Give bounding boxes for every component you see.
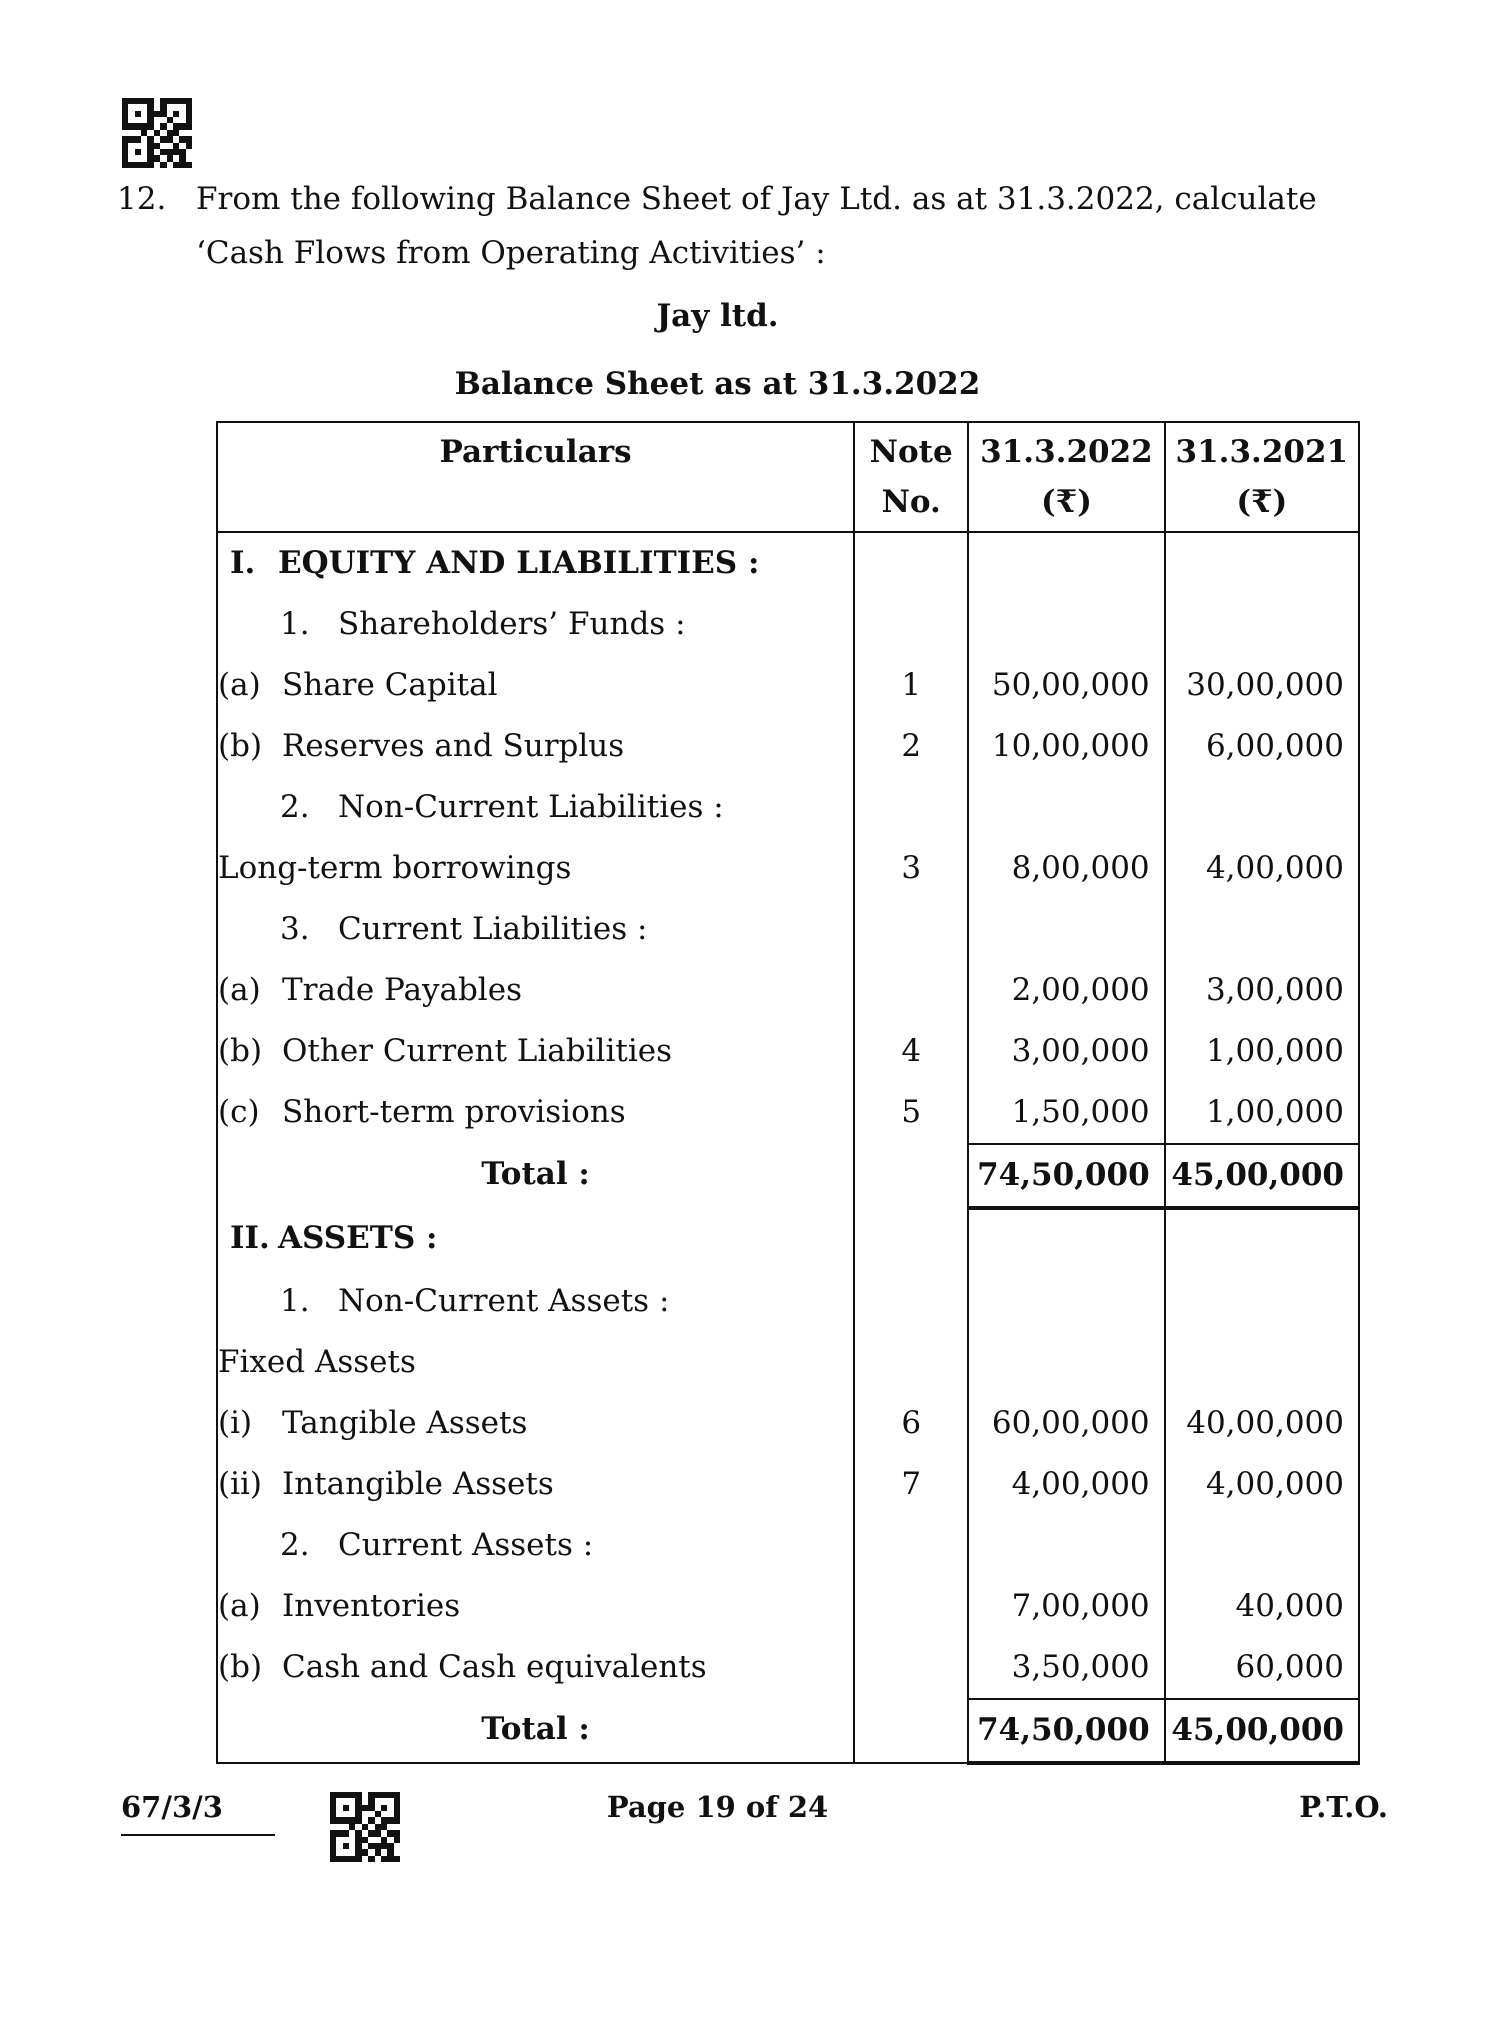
question-number: 12. <box>117 181 167 217</box>
row-amount-2022: 4,00,000 <box>968 1454 1164 1515</box>
row-amount-2021 <box>1165 1271 1359 1332</box>
table-row <box>217 655 1359 716</box>
row-note-no <box>854 899 968 960</box>
row-label: ASSETS : <box>278 1220 438 1256</box>
row-amount-2022: 8,00,000 <box>968 838 1164 899</box>
table-row <box>217 1271 1359 1332</box>
row-particulars <box>217 1271 854 1332</box>
row-index: (b) <box>218 728 263 764</box>
row-index: (i) <box>218 1405 253 1441</box>
row-index: 1. <box>280 606 310 642</box>
row-particulars <box>217 1082 854 1144</box>
row-label: Tangible Assets <box>282 1405 528 1441</box>
row-note-no <box>854 1576 968 1637</box>
row-particulars <box>217 838 854 899</box>
table-row <box>217 1332 1359 1393</box>
row-amount-2022: 10,00,000 <box>968 716 1164 777</box>
row-index: (ii) <box>218 1466 263 1502</box>
table-row <box>217 899 1359 960</box>
row-amount-2021: 1,00,000 <box>1165 1021 1359 1082</box>
header-note-no: Note No. <box>854 422 968 532</box>
row-amount-2021 <box>1165 1332 1359 1393</box>
row-label: Other Current Liabilities <box>282 1033 672 1069</box>
row-particulars <box>217 1637 854 1699</box>
row-amount-2022 <box>968 594 1164 655</box>
row-note-no <box>854 1515 968 1576</box>
row-amount-2022: 1,50,000 <box>968 1082 1164 1144</box>
row-amount-2022 <box>968 1208 1164 1271</box>
row-particulars <box>217 1208 854 1271</box>
row-amount-2022: 60,00,000 <box>968 1393 1164 1454</box>
row-index: 1. <box>280 1283 310 1319</box>
row-particulars <box>217 1393 854 1454</box>
row-note-no <box>854 594 968 655</box>
balance-sheet-table <box>216 421 1360 1765</box>
row-particulars <box>217 1021 854 1082</box>
table-row <box>217 1454 1359 1515</box>
row-label: Intangible Assets <box>282 1466 554 1502</box>
row-label: Reserves and Surplus <box>282 728 625 764</box>
table-row <box>217 1082 1359 1144</box>
row-index: 2. <box>280 1527 310 1563</box>
row-particulars <box>217 777 854 838</box>
row-label: Share Capital <box>282 667 498 703</box>
qr-code-icon <box>122 98 192 168</box>
table-row <box>217 1637 1359 1699</box>
row-amount-2022: 74,50,000 <box>968 1144 1164 1208</box>
row-particulars <box>217 594 854 655</box>
row-index: I. <box>230 545 256 581</box>
row-amount-2021: 4,00,000 <box>1165 1454 1359 1515</box>
row-note-no: 3 <box>854 838 968 899</box>
table-row <box>217 1576 1359 1637</box>
row-amount-2022: 50,00,000 <box>968 655 1164 716</box>
table-row <box>217 777 1359 838</box>
row-amount-2021 <box>1165 899 1359 960</box>
row-amount-2022: 7,00,000 <box>968 1576 1164 1637</box>
page-number: Page 19 of 24 <box>606 1790 829 1824</box>
row-note-no <box>854 1271 968 1332</box>
row-label: Inventories <box>282 1588 461 1624</box>
row-amount-2021 <box>1165 594 1359 655</box>
table-row <box>217 1021 1359 1082</box>
row-label: Long-term borrowings <box>218 850 572 886</box>
row-amount-2021: 1,00,000 <box>1165 1082 1359 1144</box>
table-row <box>217 1144 1359 1208</box>
row-note-no: 5 <box>854 1082 968 1144</box>
row-index: II. <box>230 1220 270 1256</box>
row-particulars <box>217 1515 854 1576</box>
paper-code: 67/3/3 <box>121 1790 223 1824</box>
row-index: (b) <box>218 1033 263 1069</box>
balance-sheet-title: Balance Sheet as at 31.3.2022 <box>454 366 981 402</box>
row-note-no <box>854 1699 968 1763</box>
row-note-no: 1 <box>854 655 968 716</box>
table-row <box>217 960 1359 1021</box>
row-amount-2022 <box>968 1332 1164 1393</box>
table-row <box>217 1208 1359 1271</box>
row-label: Current Liabilities : <box>338 911 648 947</box>
row-label: Fixed Assets <box>218 1344 416 1380</box>
table-row <box>217 594 1359 655</box>
row-amount-2022: 3,00,000 <box>968 1021 1164 1082</box>
table-row <box>217 1393 1359 1454</box>
row-amount-2021: 45,00,000 <box>1165 1144 1359 1208</box>
row-index: 2. <box>280 789 310 825</box>
row-amount-2021: 30,00,000 <box>1165 655 1359 716</box>
row-amount-2021: 3,00,000 <box>1165 960 1359 1021</box>
row-amount-2021: 40,00,000 <box>1165 1393 1359 1454</box>
row-particulars <box>217 1454 854 1515</box>
row-amount-2021: 60,000 <box>1165 1637 1359 1699</box>
paper-code-underline <box>121 1834 275 1836</box>
row-index: (a) <box>218 1588 261 1624</box>
row-amount-2021: 40,000 <box>1165 1576 1359 1637</box>
row-amount-2021 <box>1165 532 1359 594</box>
row-label: Cash and Cash equivalents <box>282 1649 707 1685</box>
row-amount-2021: 4,00,000 <box>1165 838 1359 899</box>
row-amount-2021 <box>1165 1515 1359 1576</box>
row-note-no: 4 <box>854 1021 968 1082</box>
row-particulars <box>217 532 854 594</box>
row-index: (b) <box>218 1649 263 1685</box>
row-particulars <box>217 1332 854 1393</box>
row-label: EQUITY AND LIABILITIES : <box>278 545 760 581</box>
table-row <box>217 838 1359 899</box>
row-label: Total : <box>481 1711 590 1747</box>
row-amount-2022 <box>968 1271 1164 1332</box>
row-amount-2022 <box>968 899 1164 960</box>
table-row <box>217 532 1359 594</box>
question-text-line2: ‘Cash Flows from Operating Activities’ : <box>196 235 826 271</box>
row-amount-2021: 45,00,000 <box>1165 1699 1359 1763</box>
row-amount-2022 <box>968 532 1164 594</box>
row-amount-2021 <box>1165 777 1359 838</box>
row-note-no <box>854 1637 968 1699</box>
row-index: (a) <box>218 972 261 1008</box>
row-particulars <box>217 655 854 716</box>
row-note-no <box>854 960 968 1021</box>
pto-label: P.T.O. <box>1299 1790 1388 1824</box>
table-row <box>217 1699 1359 1763</box>
row-note-no <box>854 777 968 838</box>
row-particulars <box>217 716 854 777</box>
table-row <box>217 1515 1359 1576</box>
row-note-no: 2 <box>854 716 968 777</box>
row-index: (c) <box>218 1094 260 1130</box>
row-note-no <box>854 532 968 594</box>
row-label: Trade Payables <box>282 972 522 1008</box>
row-note-no <box>854 1144 968 1208</box>
row-label: Total : <box>481 1156 590 1192</box>
table-row <box>217 716 1359 777</box>
row-index: 3. <box>280 911 310 947</box>
row-amount-2022: 3,50,000 <box>968 1637 1164 1699</box>
row-particulars <box>217 1576 854 1637</box>
row-note-no <box>854 1332 968 1393</box>
row-amount-2022 <box>968 1515 1164 1576</box>
row-particulars <box>217 899 854 960</box>
row-note-no <box>854 1208 968 1271</box>
row-note-no: 7 <box>854 1454 968 1515</box>
row-amount-2022: 74,50,000 <box>968 1699 1164 1763</box>
question-text-line1: From the following Balance Sheet of Jay Ltd. as at 31.3.2022, calculate <box>196 181 1317 217</box>
row-particulars <box>217 960 854 1021</box>
header-year-2022: 31.3.2022 (₹) <box>968 422 1164 532</box>
row-amount-2021 <box>1165 1208 1359 1271</box>
company-name: Jay ltd. <box>656 298 779 334</box>
row-particulars <box>217 1699 854 1763</box>
row-label: Non-Current Liabilities : <box>338 789 724 825</box>
header-particulars: Particulars <box>217 422 854 532</box>
row-label: Non-Current Assets : <box>338 1283 670 1319</box>
row-label: Shareholders’ Funds : <box>338 606 686 642</box>
row-label: Current Assets : <box>338 1527 594 1563</box>
row-amount-2021: 6,00,000 <box>1165 716 1359 777</box>
row-index: (a) <box>218 667 261 703</box>
row-amount-2022: 2,00,000 <box>968 960 1164 1021</box>
table-header-row <box>217 422 1359 532</box>
row-particulars <box>217 1144 854 1208</box>
row-note-no: 6 <box>854 1393 968 1454</box>
row-amount-2022 <box>968 777 1164 838</box>
header-year-2021: 31.3.2021 (₹) <box>1165 422 1359 532</box>
row-label: Short-term provisions <box>282 1094 626 1130</box>
